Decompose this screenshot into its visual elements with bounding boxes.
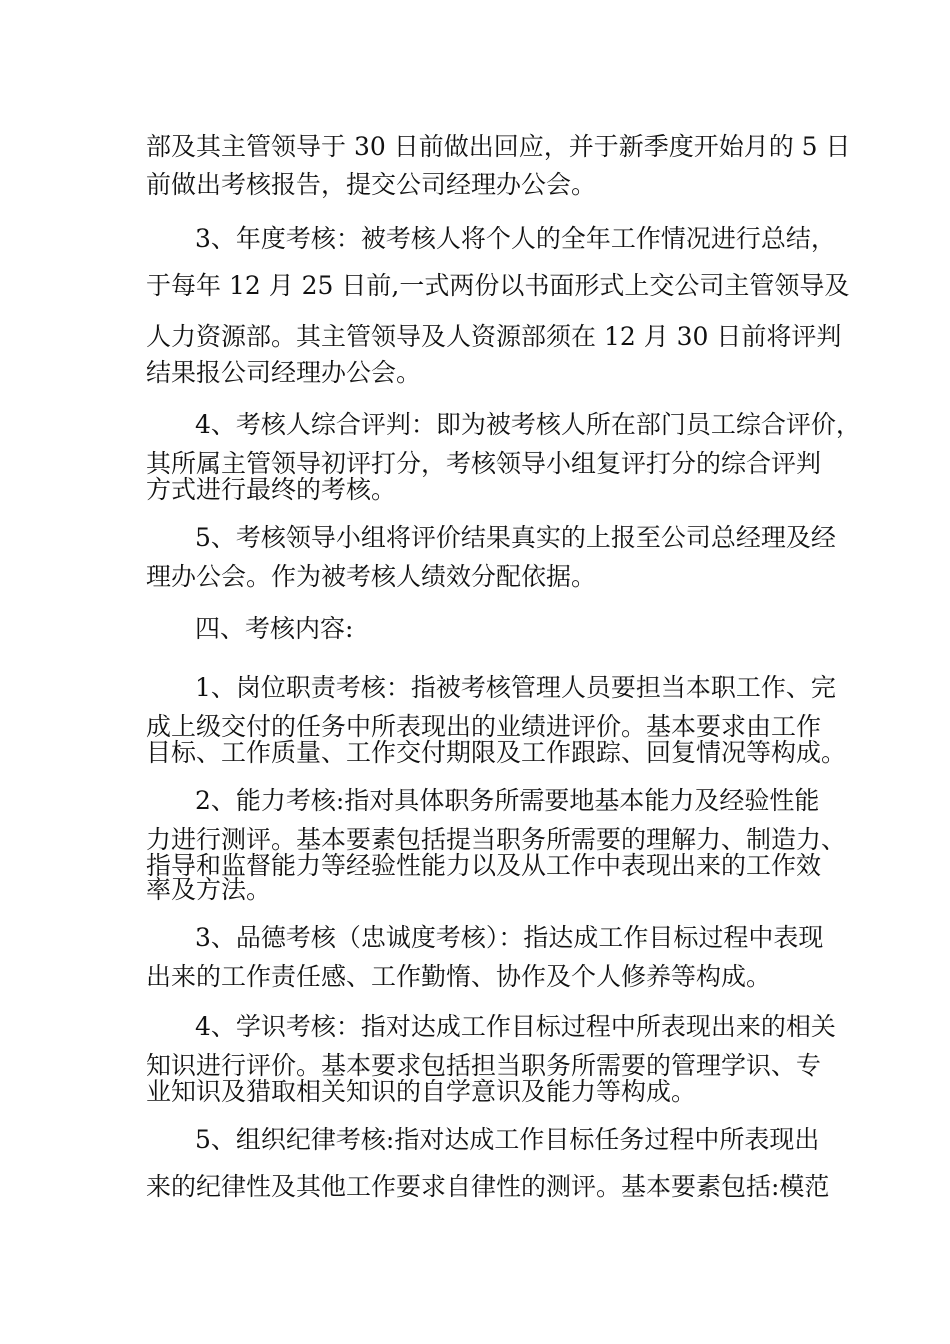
text-line: 4、考核人综合评判：即为被考核人所在部门员工综合评价， [195,410,861,439]
text-line: 前做出考核报告，提交公司经理办公会。 [146,170,597,199]
text-line: 于每年 12 月 25 日前,一式两份以书面形式上交公司主管领导及 [146,271,850,300]
text-line: 5、组织纪律考核:指对达成工作目标任务过程中所表现出 [195,1125,820,1154]
text-line: 目标、工作质量、工作交付期限及工作跟踪、回复情况等构成。 [146,738,847,767]
text-line: 其所属主管领导初评打分，考核领导小组复评打分的综合评判 [146,449,822,478]
text-line: 力进行测评。基本要素包括提当职务所需要的理解力、制造力、 [146,825,847,854]
text-line: 1、岗位职责考核：指被考核管理人员要担当本职工作、完 [195,673,836,702]
text-line: 成上级交付的任务中所表现出的业绩进评价。基本要求由工作 [146,712,822,741]
text-line: 知识进行评价。基本要求包括担当职务所需要的管理学识、专 [146,1051,822,1080]
text-line: 理办公会。作为被考核人绩效分配依据。 [146,562,597,591]
text-line: 5、考核领导小组将评价结果真实的上报至公司总经理及经 [195,523,836,552]
text-line: 率及方法。 [146,875,272,904]
text-line: 人力资源部。其主管领导及人资源部须在 12 月 30 日前将评判 [146,322,842,351]
text-line: 指导和监督能力等经验性能力以及从工作中表现出来的工作效 [146,851,822,880]
text-line: 结果报公司经理办公会。 [146,358,422,387]
text-line: 3、品德考核（忠诚度考核）：指达成工作目标过程中表现 [195,923,824,952]
text-line: 来的纪律性及其他工作要求自律性的测评。基本要素包括:模范 [146,1172,830,1201]
text-line: 3、年度考核：被考核人将个人的全年工作情况进行总结， [195,224,836,253]
text-line: 出来的工作责任感、工作勤惰、协作及个人修养等构成。 [146,962,772,991]
text-line: 4、学识考核：指对达成工作目标过程中所表现出来的相关 [195,1012,836,1041]
text-line: 2、能力考核:指对具体职务所需要地基本能力及经验性能 [195,786,820,815]
text-line: 部及其主管领导于 30 日前做出回应，并于新季度开始月的 5 日 [146,132,851,161]
text-line: 业知识及猎取相关知识的自学意识及能力等构成。 [146,1077,697,1106]
text-line: 方式进行最终的考核。 [146,475,397,504]
section-heading: 四、考核内容: [195,614,354,643]
